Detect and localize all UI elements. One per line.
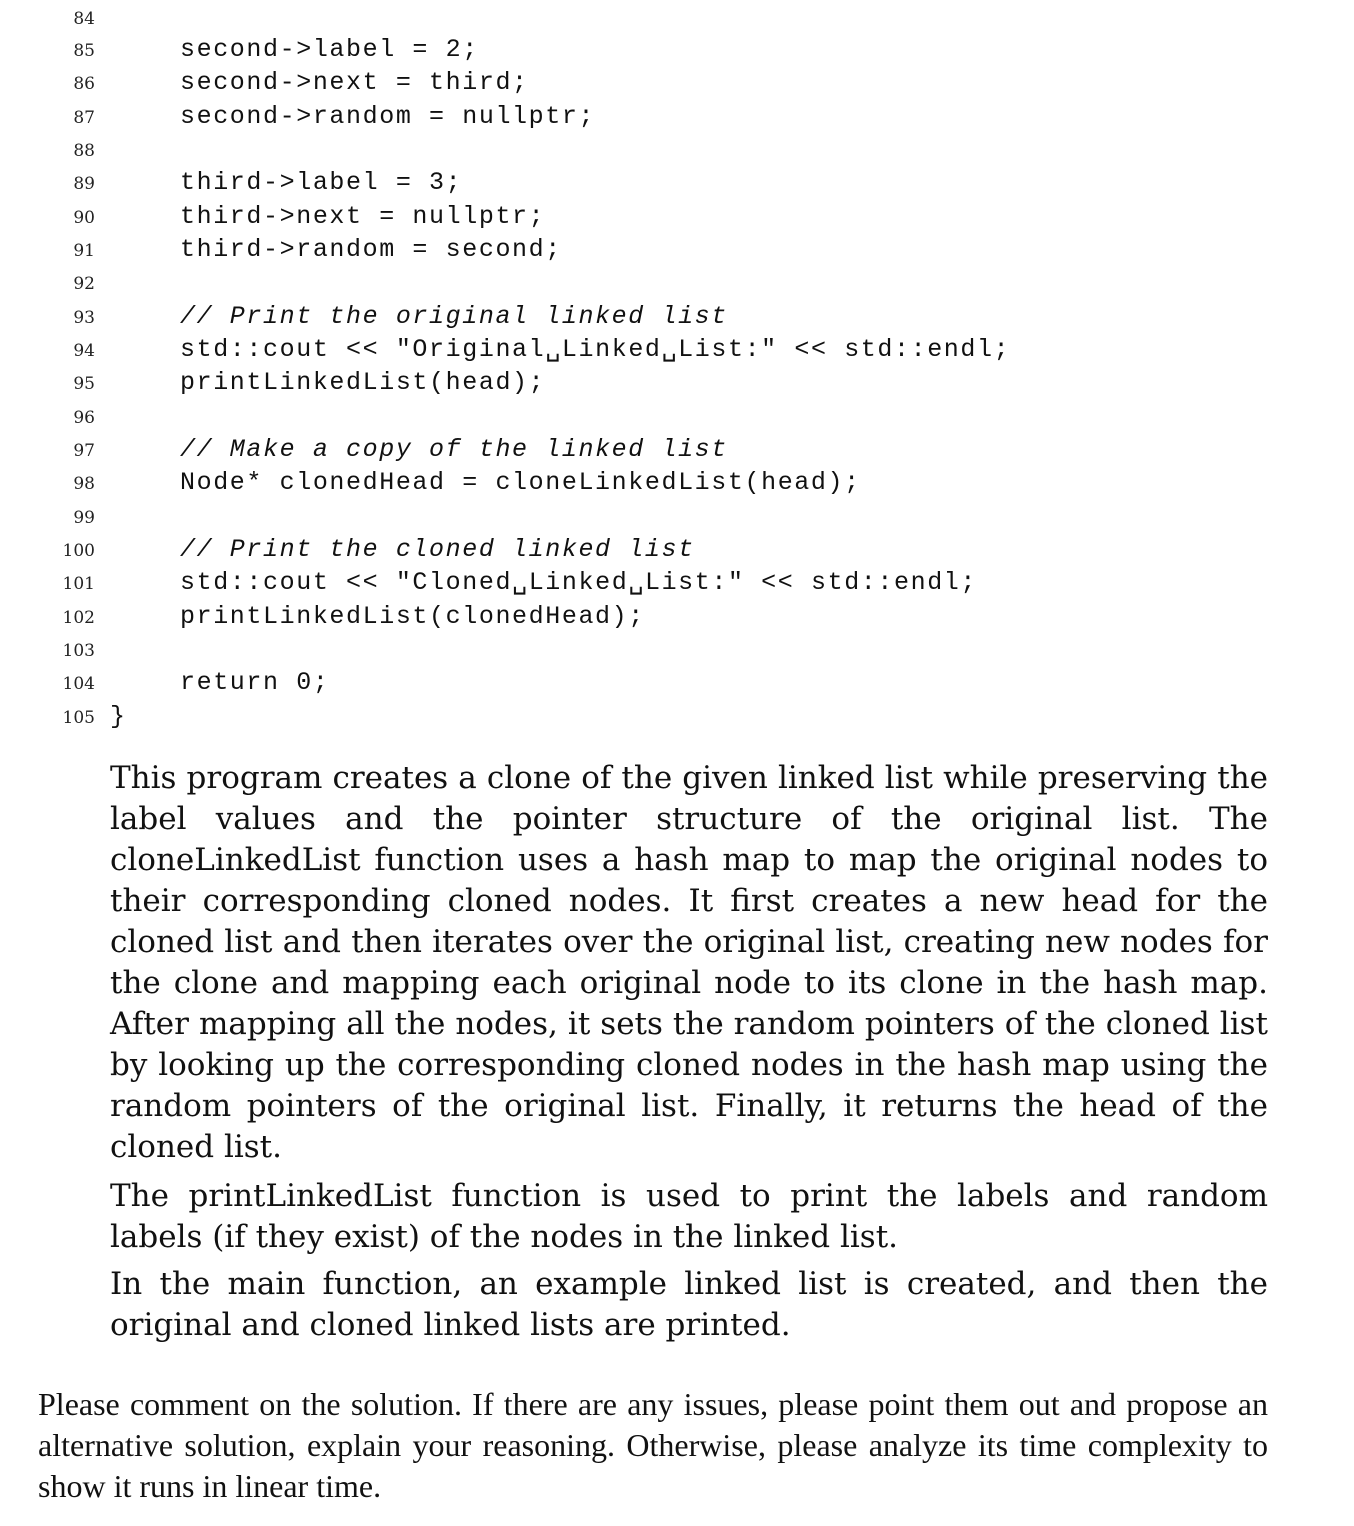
code-text: third->random = second; (180, 235, 562, 264)
line-number: 94 (73, 341, 95, 361)
line-number: 105 (62, 708, 95, 728)
line-number: 102 (62, 608, 95, 628)
code-line (0, 600, 1354, 633)
code-text: printLinkedList(head); (180, 368, 546, 397)
code-line (0, 466, 1354, 499)
code-line (0, 533, 1354, 566)
line-number: 95 (73, 374, 95, 394)
line-number: 92 (73, 274, 95, 294)
code-line (0, 633, 1354, 666)
code-comment: // Print the original linked list (180, 302, 728, 331)
line-number: 86 (73, 74, 95, 94)
code-text: Node* clonedHead = cloneLinkedList(head); (180, 468, 861, 497)
code-line (0, 33, 1354, 66)
code-line (0, 266, 1354, 299)
line-number: 99 (73, 508, 95, 528)
line-number: 101 (62, 574, 95, 594)
code-text: third->label = 3; (180, 168, 463, 197)
line-number: 88 (73, 141, 95, 161)
line-number: 90 (73, 208, 95, 228)
code-line (0, 100, 1354, 133)
code-line (0, 200, 1354, 233)
code-line (0, 166, 1354, 199)
code-line (0, 700, 1354, 733)
code-comment: // Make a copy of the linked list (180, 435, 728, 464)
code-line (0, 66, 1354, 99)
code-text: std::cout << "Cloned␣Linked␣List:" << std::endl; (180, 568, 978, 597)
question-prompt: Please comment on the solution. If there are any issues, please point them out and propose an alternative solution, explain your reasoning. Otherwise, please analyze its time complexity to show it runs in linear time. (38, 1386, 1268, 1504)
code-text: second->random = nullptr; (180, 102, 596, 131)
code-text: printLinkedList(clonedHead); (180, 602, 645, 631)
line-number: 100 (62, 541, 95, 561)
line-number: 91 (73, 241, 95, 261)
line-number: 104 (62, 674, 95, 694)
code-line (0, 500, 1354, 533)
code-text: second->next = third; (180, 68, 529, 97)
code-line (0, 400, 1354, 433)
line-number: 84 (73, 9, 95, 29)
code-text: return 0; (180, 668, 330, 697)
code-line (0, 233, 1354, 266)
code-text: second->label = 2; (180, 35, 479, 64)
explanation-paragraph: In the main function, an example linked list is created, and then the original and cloned linked lists are printed. (110, 1266, 1268, 1343)
code-line (0, 366, 1354, 399)
line-number: 85 (73, 41, 95, 61)
code-comment: // Print the cloned linked list (180, 535, 695, 564)
code-line (0, 566, 1354, 599)
code-text: std::cout << "Original␣Linked␣List:" << std::endl; (180, 335, 1011, 364)
code-line (0, 666, 1354, 699)
line-number: 98 (73, 474, 95, 494)
code-text: } (110, 702, 127, 731)
line-number: 97 (73, 441, 95, 461)
code-line (0, 133, 1354, 166)
line-number: 87 (73, 108, 95, 128)
explanation-paragraph: This program creates a clone of the given linked list while preserving the label values and the pointer structure of the original list. The cloneLinkedList function uses a hash map to map the original nodes to their corresponding cloned nodes. It first creates a new head for the cloned list and then iterates over the original list, creating new nodes for the clone and mapping each original node to its clone in the hash map. After mapping all the nodes, it sets the random pointers of the cloned list by looking up the corresponding cloned nodes in the hash map using the random pointers of the original list. Finally, it returns the head of the cloned list. (110, 760, 1268, 1165)
code-line (0, 333, 1354, 366)
code-line (0, 1, 1354, 34)
line-number: 89 (73, 174, 95, 194)
line-number: 93 (73, 308, 95, 328)
code-text: third->next = nullptr; (180, 202, 546, 231)
code-line (0, 433, 1354, 466)
code-line (0, 300, 1354, 333)
explanation-paragraph: The printLinkedList function is used to print the labels and random labels (if they exist) of the nodes in the linked list. (110, 1178, 1268, 1255)
line-number: 96 (73, 408, 95, 428)
line-number: 103 (62, 641, 95, 661)
